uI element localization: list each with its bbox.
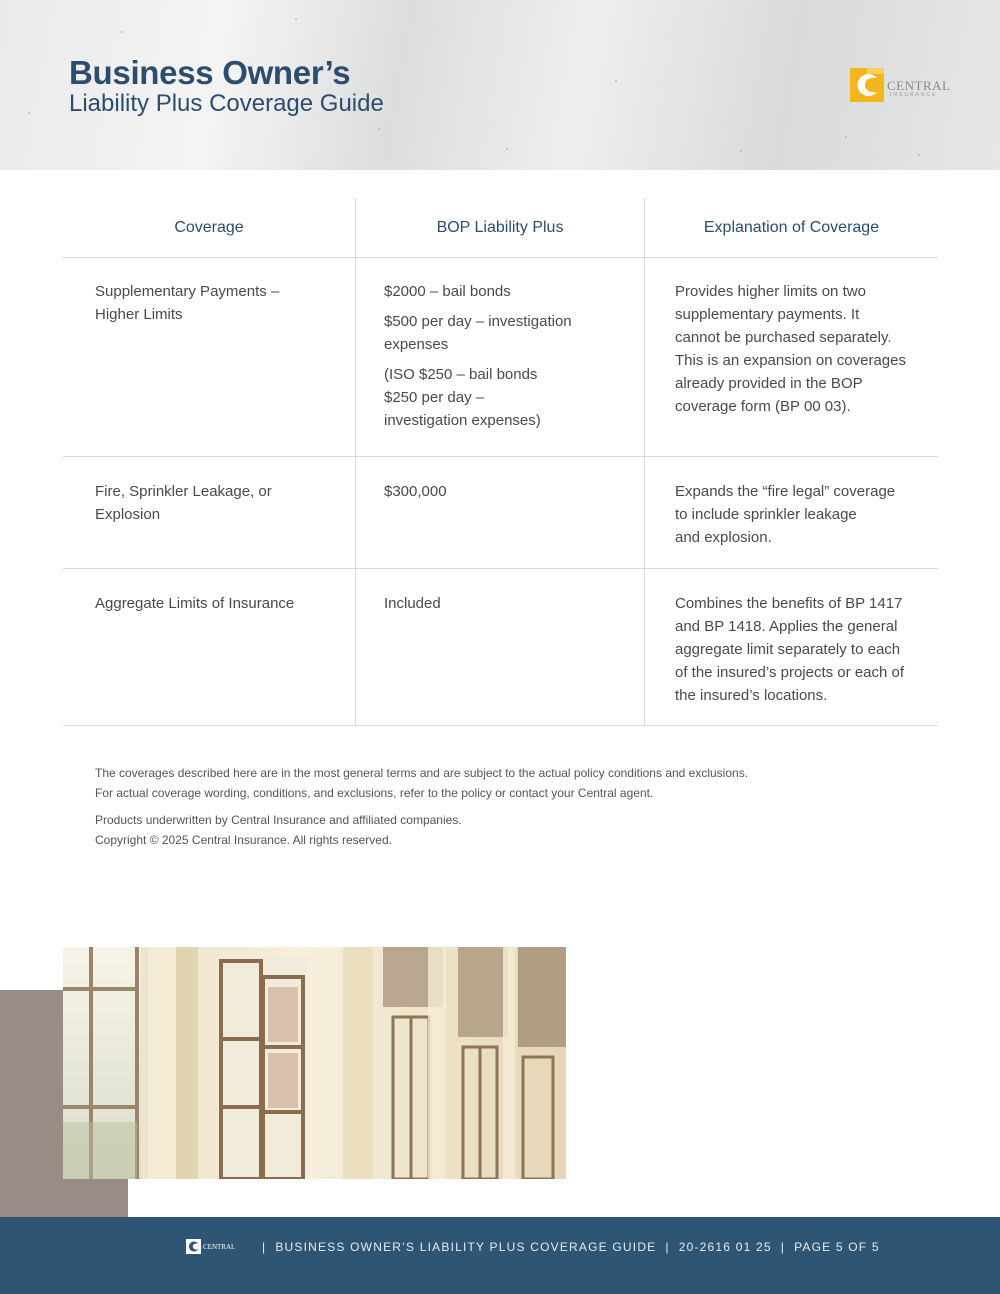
disclaimer-line: The coverages described here are in the most general terms and are subject to the actual policy conditions and exclusions. xyxy=(95,766,749,780)
footer-logo-icon xyxy=(186,1239,242,1255)
table-row xyxy=(63,569,938,726)
coverage-cell: Aggregate Limits of Insurance xyxy=(63,569,356,725)
header-banner xyxy=(0,0,1000,170)
footer-separator: | xyxy=(262,1240,267,1254)
table-row xyxy=(63,457,938,569)
coverage-table xyxy=(63,198,938,726)
column-header-coverage: Coverage xyxy=(63,198,356,257)
disclaimer xyxy=(95,764,748,850)
copyright-note: Copyright © 2025 Central Insurance. All rights reserved. xyxy=(95,832,392,847)
window-hallway-illustration xyxy=(63,947,566,1179)
bop-cell: $2000 – bail bonds $500 per day – investigation expenses (ISO $250 – bail bonds $250 per day – investigation expenses) xyxy=(356,258,645,456)
column-header-bop: BOP Liability Plus xyxy=(356,198,645,257)
coverage-cell: Supplementary Payments – Higher Limits xyxy=(63,258,356,456)
disclaimer-line: For actual coverage wording, conditions, and exclusions, refer to the policy or contact your Central agent. xyxy=(95,785,654,800)
underwriter-note: Products underwritten by Central Insurance and affiliated companies. xyxy=(95,813,462,827)
footer-bar xyxy=(0,1217,1000,1294)
central-logo xyxy=(850,68,960,102)
footer-page-number: PAGE 5 OF 5 xyxy=(794,1240,880,1254)
logo-subtext: INSURANCE xyxy=(890,92,938,98)
logo-wordmark: CENTRAL xyxy=(887,78,951,93)
table-header-row xyxy=(63,198,938,258)
page-subtitle: Liability Plus Coverage Guide xyxy=(69,90,384,117)
footer-text xyxy=(262,1240,880,1254)
page-title: Business Owner’s xyxy=(69,54,351,91)
bop-cell: Included xyxy=(356,569,645,725)
building-interior-photo xyxy=(63,947,566,1179)
footer-guide-title: BUSINESS OWNER’S LIABILITY PLUS COVERAGE GUIDE xyxy=(275,1240,657,1254)
footer-separator: | xyxy=(780,1240,786,1254)
coverage-cell: Fire, Sprinkler Leakage, or Explosion xyxy=(63,457,356,568)
explanation-cell: Combines the benefits of BP 1417 and BP 1418. Applies the general aggregate limit separately to each of the insured’s projects or each of the insured’s locations. xyxy=(675,595,905,704)
explanation-cell: Provides higher limits on two supplementary payments. It cannot be purchased separately. This is an expansion on coverages already provided in the BOP coverage form (BP 00 03). xyxy=(675,283,906,415)
footer-form-number: 20-2616 01 25 xyxy=(678,1240,772,1254)
table-row xyxy=(63,258,938,457)
footer-separator: | xyxy=(665,1240,670,1254)
central-logo-icon xyxy=(850,68,884,102)
column-header-explanation: Explanation of Coverage xyxy=(703,219,880,236)
bop-cell: $300,000 xyxy=(356,457,645,568)
footer-logo-word: CENTRAL xyxy=(203,1243,236,1251)
explanation-cell: Expands the “fire legal” coverage to include sprinkler leakage and explosion. xyxy=(675,483,896,546)
